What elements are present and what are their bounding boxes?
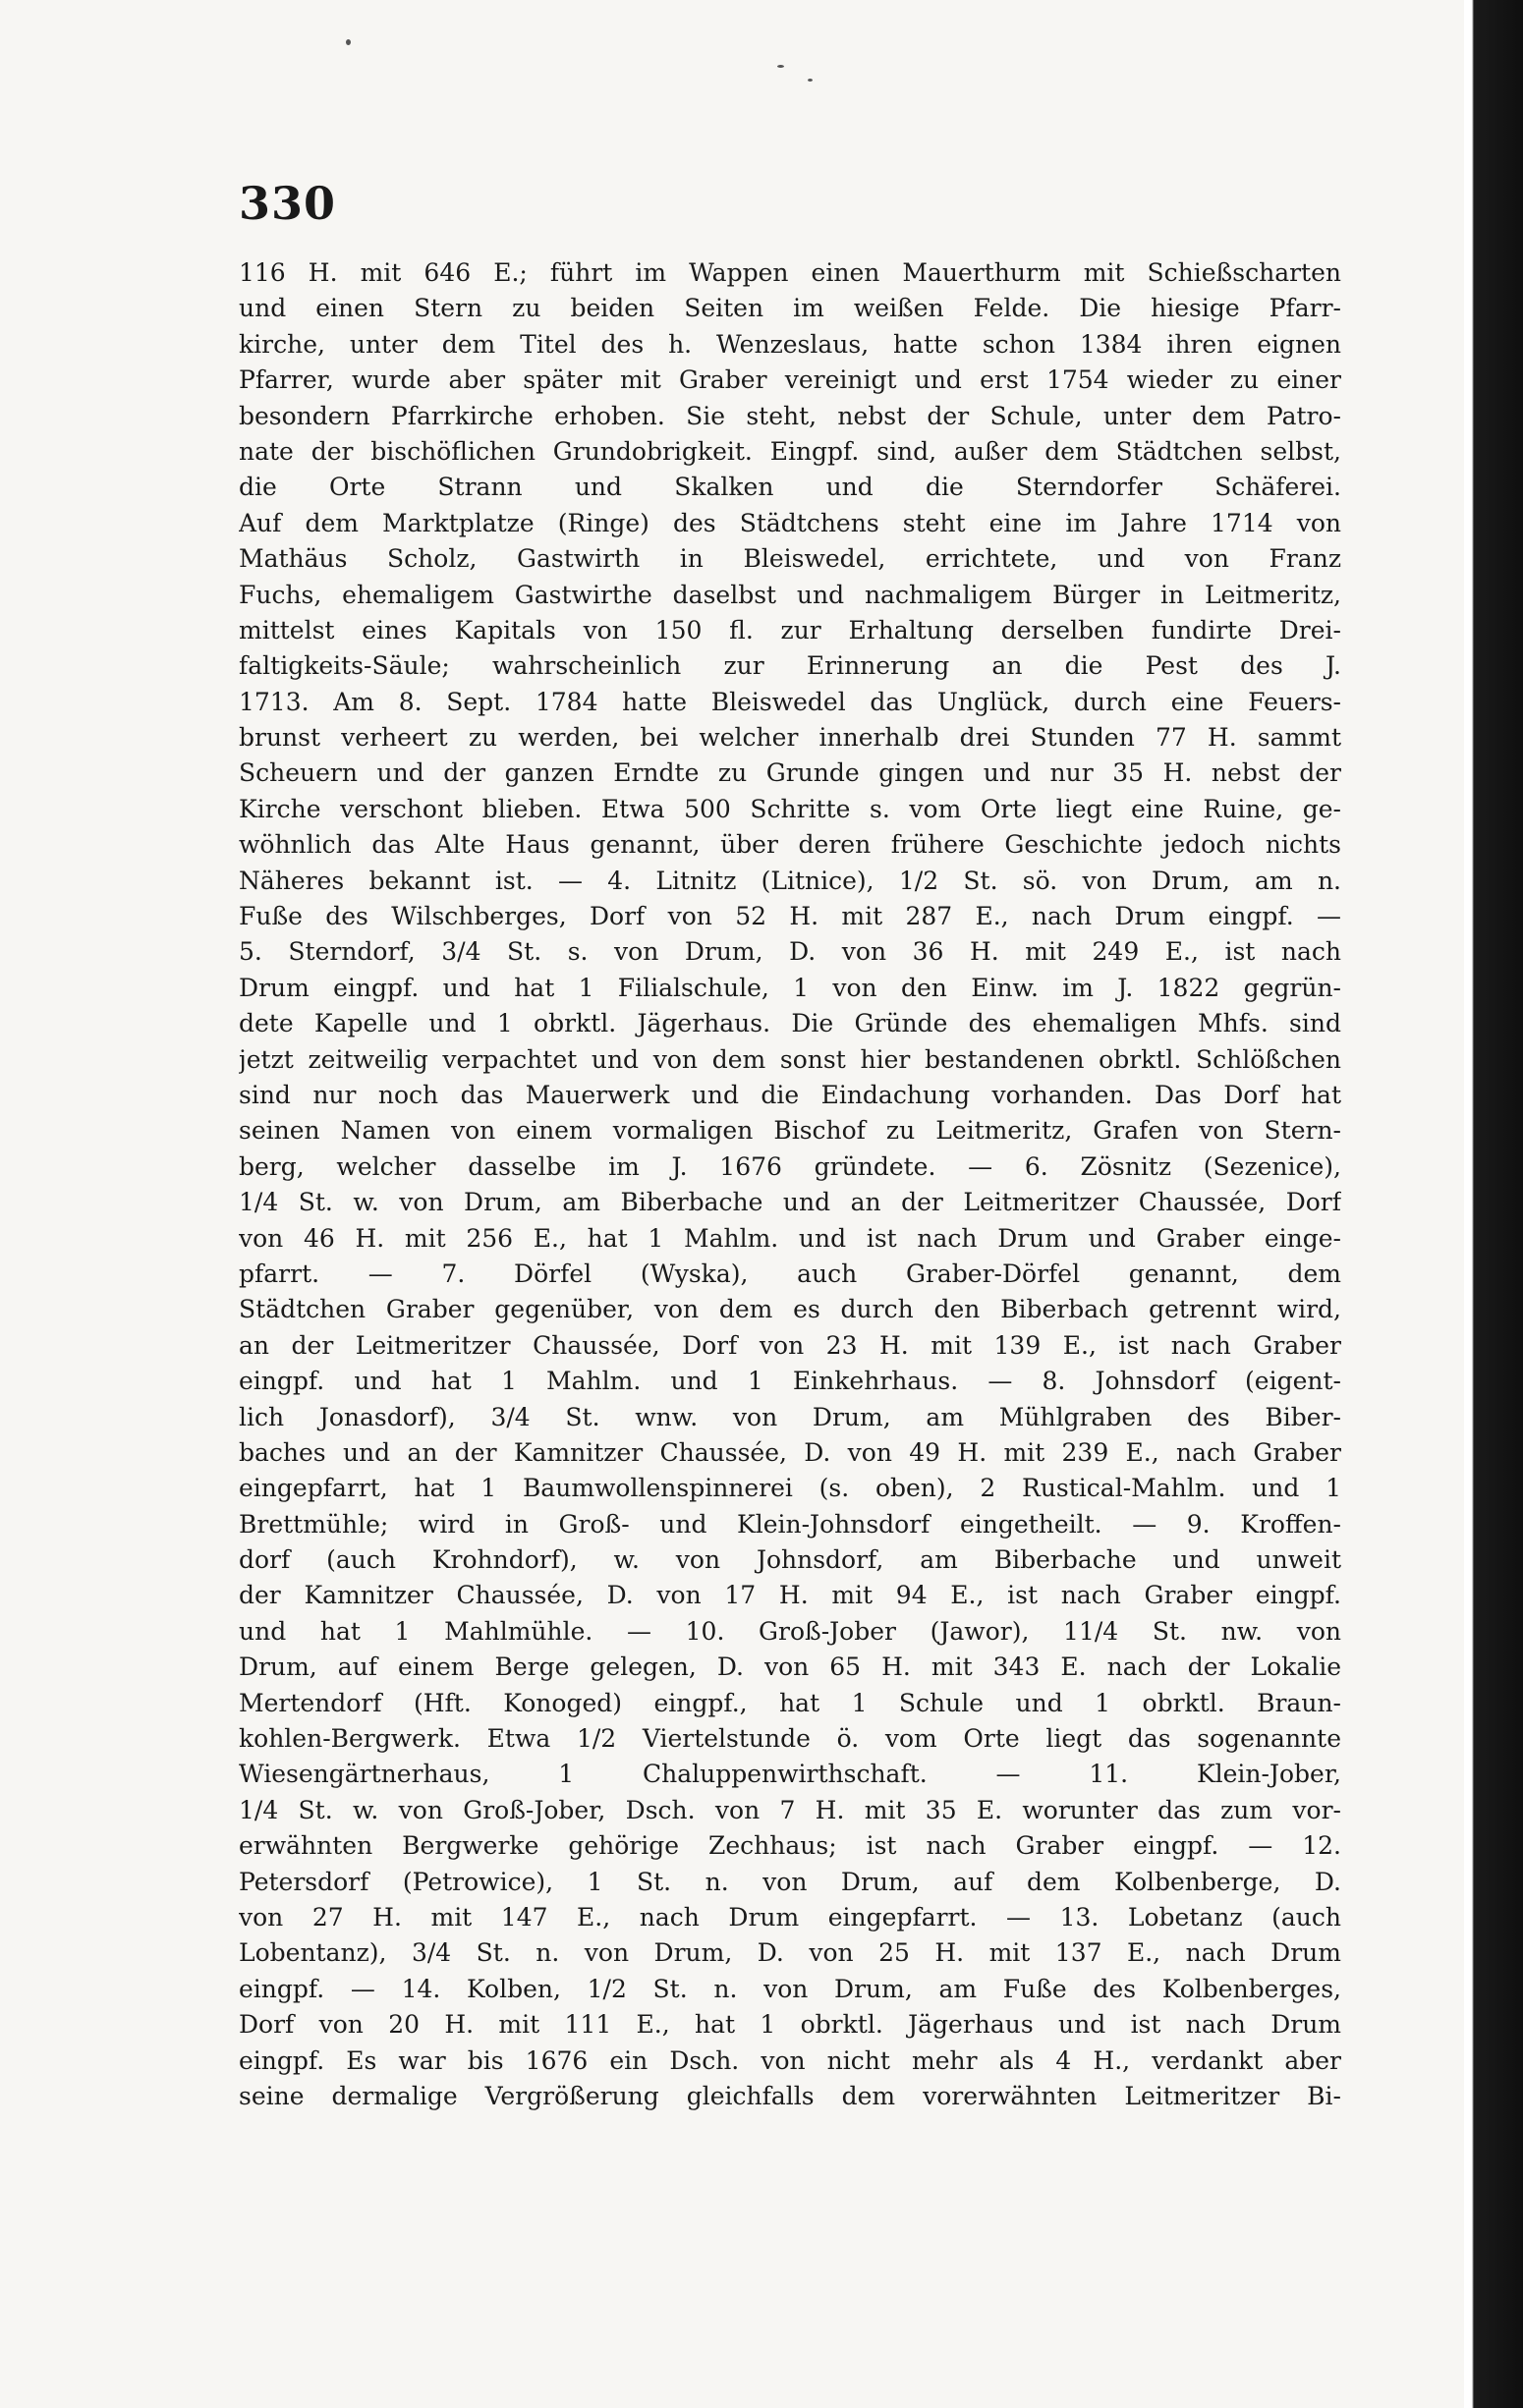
text-line: von 27 H. mit 147 E., nach Drum eingepfarrt. — 13. Lobetanz (auch xyxy=(239,1902,1341,1932)
text-line: Drum eingpf. und hat 1 Filialschule, 1 von den Einw. im J. 1822 gegrün- xyxy=(239,973,1341,1002)
text-line: Städtchen Graber gegenüber, von dem es durch den Biberbach getrennt wird, xyxy=(239,1295,1341,1324)
text-line: Mertendorf (Hft. Konoged) eingpf., hat 1 Schule und 1 obrktl. Braun- xyxy=(239,1688,1341,1717)
text-line: kohlen-Bergwerk. Etwa 1/2 Viertelstunde ö. vom Orte liegt das sogenannte xyxy=(239,1724,1341,1754)
text-line: sind nur noch das Mauerwerk und die Eindachung vorhanden. Das Dorf hat xyxy=(239,1080,1341,1109)
text-line: brunst verheert zu werden, bei welcher innerhalb drei Stunden 77 H. sammt xyxy=(239,723,1341,753)
text-line: Dorf von 20 H. mit 111 E., hat 1 obrktl. Jägerhaus und ist nach Drum xyxy=(239,2010,1341,2040)
text-line: dete Kapelle und 1 obrktl. Jägerhaus. Die Gründe des ehemaligen Mhfs. sind xyxy=(239,1009,1341,1038)
text-line: von 46 H. mit 256 E., hat 1 Mahlm. und ist nach Drum und Graber einge- xyxy=(239,1223,1341,1253)
text-line: wöhnlich das Alte Haus genannt, über deren frühere Geschichte jedoch nichts xyxy=(239,830,1341,860)
text-line: 1/4 St. w. von Drum, am Biberbache und an der Leitmeritzer Chaussée, Dorf xyxy=(239,1188,1341,1217)
text-line: Lobentanz), 3/4 St. n. von Drum, D. von 25 H. mit 137 E., nach Drum xyxy=(239,1938,1341,1968)
text-line: Fuchs, ehemaligem Gastwirthe daselbst und nachmaligem Bürger in Leitmeritz, xyxy=(239,580,1341,609)
text-line: Kirche verschont blieben. Etwa 500 Schritte s. vom Orte liegt eine Ruine, ge- xyxy=(239,794,1341,823)
text-line: Pfarrer, wurde aber später mit Graber vereinigt und erst 1754 wieder zu einer xyxy=(239,365,1341,395)
text-line: 1713. Am 8. Sept. 1784 hatte Bleiswedel das Unglück, durch eine Feuers- xyxy=(239,687,1341,716)
text-line: eingpf. Es war bis 1676 ein Dsch. von nicht mehr als 4 H., verdankt aber xyxy=(239,2045,1341,2075)
text-line: und hat 1 Mahlmühle. — 10. Groß-Jober (Jawor), 11/4 St. nw. von xyxy=(239,1616,1341,1646)
text-line: die Orte Strann und Skalken und die Sterndorfer Schäferei. xyxy=(239,473,1341,502)
text-line: Auf dem Marktplatze (Ringe) des Städtchens steht eine im Jahre 1714 von xyxy=(239,508,1341,537)
print-speck xyxy=(346,39,351,45)
text-line: baches und an der Kamnitzer Chaussée, D. von 49 H. mit 239 E., nach Graber xyxy=(239,1437,1341,1467)
text-line: seinen Namen von einem vormaligen Bischof zu Leitmeritz, Grafen von Stern- xyxy=(239,1116,1341,1146)
text-line: Mathäus Scholz, Gastwirth in Bleiswedel, errichtete, und von Franz xyxy=(239,544,1341,574)
text-line: seine dermalige Vergrößerung gleichfalls dem vorerwähnten Leitmeritzer Bi- xyxy=(239,2081,1341,2110)
text-line: faltigkeits-Säule; wahrscheinlich zur Erinnerung an die Pest des J. xyxy=(239,651,1341,681)
text-line: jetzt zeitweilig verpachtet und von dem sonst hier bestandenen obrktl. Schlößchen xyxy=(239,1044,1341,1074)
text-line: Drum, auf einem Berge gelegen, D. von 65 H. mit 343 E. nach der Lokalie xyxy=(239,1652,1341,1682)
text-line: eingpf. und hat 1 Mahlm. und 1 Einkehrhaus. — 8. Johnsdorf (eigent- xyxy=(239,1367,1341,1396)
text-line: berg, welcher dasselbe im J. 1676 gründete. — 6. Zösnitz (Sezenice), xyxy=(239,1151,1341,1181)
text-line: 116 H. mit 646 E.; führt im Wappen einen Mauerthurm mit Schießscharten xyxy=(239,258,1341,287)
text-line: nate der bischöflichen Grundobrigkeit. Eingpf. sind, außer dem Städtchen selbst, xyxy=(239,436,1341,466)
text-line: lich Jonasdorf), 3/4 St. wnw. von Drum, am Mühlgraben des Biber- xyxy=(239,1402,1341,1431)
print-speck xyxy=(808,79,813,82)
text-line: 1/4 St. w. von Groß-Jober, Dsch. von 7 H. mit 35 E. worunter das zum vor- xyxy=(239,1795,1341,1824)
text-line: und einen Stern zu beiden Seiten im weißen Felde. Die hiesige Pfarr- xyxy=(239,294,1341,323)
text-line: der Kamnitzer Chaussée, D. von 17 H. mit 94 E., ist nach Graber eingpf. xyxy=(239,1581,1341,1610)
page-number: 330 xyxy=(239,177,337,230)
text-line: eingpf. — 14. Kolben, 1/2 St. n. von Drum, am Fuße des Kolbenberges, xyxy=(239,1974,1341,2003)
text-line: pfarrt. — 7. Dörfel (Wyska), auch Graber-Dörfel genannt, dem xyxy=(239,1259,1341,1288)
text-line: Petersdorf (Petrowice), 1 St. n. von Drum, auf dem Kolbenberge, D. xyxy=(239,1867,1341,1896)
text-line: dorf (auch Krohndorf), w. von Johnsdorf, am Biberbache und unweit xyxy=(239,1545,1341,1575)
text-line: 5. Sterndorf, 3/4 St. s. von Drum, D. von 36 H. mit 249 E., ist nach xyxy=(239,937,1341,967)
text-line: Wiesengärtnerhaus, 1 Chaluppenwirthschaft. — 11. Klein-Jober, xyxy=(239,1760,1341,1789)
text-line: Brettmühle; wird in Groß- und Klein-Johnsdorf eingetheilt. — 9. Kroffen- xyxy=(239,1509,1341,1539)
text-line: Scheuern und der ganzen Erndte zu Grunde gingen und nur 35 H. nebst der xyxy=(239,758,1341,788)
body-text xyxy=(239,255,1341,2114)
text-line: erwähnten Bergwerke gehörige Zechhaus; ist nach Graber eingpf. — 12. xyxy=(239,1831,1341,1861)
text-line: Fuße des Wilschberges, Dorf von 52 H. mit 287 E., nach Drum eingpf. — xyxy=(239,902,1341,931)
print-speck xyxy=(777,65,784,68)
text-line: an der Leitmeritzer Chaussée, Dorf von 23 H. mit 139 E., ist nach Graber xyxy=(239,1330,1341,1360)
text-line: Näheres bekannt ist. — 4. Litnitz (Litnice), 1/2 St. sö. von Drum, am n. xyxy=(239,866,1341,895)
text-line: mittelst eines Kapitals von 150 fl. zur Erhaltung derselben fundirte Drei- xyxy=(239,615,1341,644)
text-line: kirche, unter dem Titel des h. Wenzeslaus, hatte schon 1384 ihren eignen xyxy=(239,329,1341,359)
text-line: besondern Pfarrkirche erhoben. Sie steht, nebst der Schule, unter dem Patro- xyxy=(239,401,1341,430)
book-spine-edge xyxy=(1464,0,1523,2408)
text-line: eingepfarrt, hat 1 Baumwollenspinnerei (s. oben), 2 Rustical-Mahlm. und 1 xyxy=(239,1474,1341,1503)
